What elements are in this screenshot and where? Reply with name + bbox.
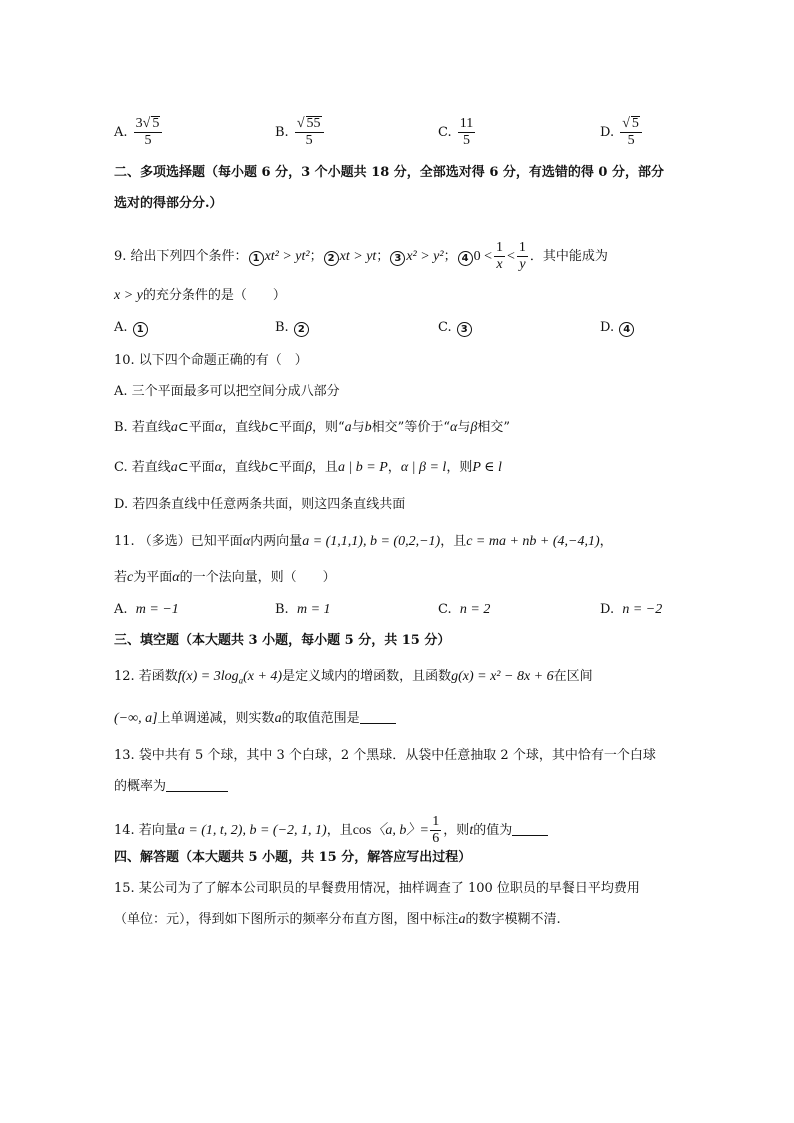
question-10-stem: 10. 以下四个命题正确的有（ ）	[114, 353, 308, 368]
question-12-stem-cont: (−∞, a]上单调递减，则实数a的取值范围是	[114, 709, 396, 729]
circle-3-icon: 3	[457, 322, 472, 337]
circle-1-icon: 1	[249, 251, 264, 266]
question-12-stem: 12. 若函数$f(x) = 3\log_a(x + 4)$是定义域内的增函数，且函数g(x) = x² − 8x + 6在区间	[114, 669, 593, 686]
option-label: D.	[600, 125, 615, 140]
q8-option-b	[275, 116, 326, 149]
fraction: $\frac{√ 5}{5}$	[620, 116, 642, 149]
circle-2-icon: 2	[324, 251, 339, 266]
question-15-stem-cont: （单位：元），得到如下图所示的频率分布直方图，图中标注a的数字模糊不清.	[114, 912, 561, 927]
q8-option-a	[114, 116, 164, 149]
circle-2-icon: 2	[294, 322, 309, 337]
option-label: A.	[114, 125, 128, 140]
fraction: $\frac{11}{5}$	[459, 116, 474, 148]
question-15-stem: 15. 某公司为了了解本公司职员的早餐费用情况，抽样调查了 100 位职员的早餐日平均费用	[114, 881, 640, 896]
answer-blank[interactable]	[512, 823, 548, 836]
fraction: $\frac{√ 55}{5}$	[295, 116, 324, 149]
section-3-heading: 三、填空题（本大题共 3 小题，每小题 5 分，共 15 分）	[114, 633, 451, 648]
question-9-stem: 9. 给出下列四个条件： 1 xt² > yt²； 2 xt > yt； 3 x² > y²； 4 0 < $\frac{1}{x}$ < $\frac{1}{y}$ ．其中能成为	[114, 240, 608, 272]
q8-option-d	[600, 116, 644, 149]
question-9-stem-cont: x > y的充分条件的是（ ）	[114, 288, 286, 303]
q11-option-a: A. m = −1	[114, 602, 179, 617]
q10-option-d: D. 若四条直线中任意两条共面，则这四条直线共面	[114, 497, 406, 512]
circle-4-icon: 4	[619, 322, 634, 337]
question-14-stem: 14. 若向量a = (1, t, 2), b = (−2, 1, 1)，且cos〈a, b〉= $\frac{1}{6}$ ，则t的值为	[114, 814, 548, 847]
q9-option-b: B. 2	[275, 318, 310, 338]
answer-blank[interactable]	[360, 711, 396, 724]
circle-4-icon: 4	[458, 251, 473, 266]
question-11-stem: 11. （多选）已知平面α内两向量a = (1,1,1), b = (0,2,−1)，且c = ma + nb + (4,−4,1)，	[114, 534, 613, 549]
answer-blank[interactable]	[166, 779, 228, 792]
q8-option-c	[438, 116, 477, 149]
q9-option-d: D. 4	[600, 318, 635, 338]
section-2-heading-cont: 选对的得部分分.）	[114, 196, 223, 211]
q9-option-c: C. 3	[438, 318, 473, 338]
question-13-stem: 13. 袋中共有 5 个球，其中 3 个白球，2 个黑球．从袋中任意抽取 2 个球，其中恰有一个白球	[114, 748, 656, 763]
q10-option-c: C. 若直线a⊂平面α，直线b⊂平面β，且a | b = P，α | β = l，则P ∈ l	[114, 460, 502, 475]
q11-option-c: C. n = 2	[438, 602, 491, 617]
circle-1-icon: 1	[133, 322, 148, 337]
q11-option-b: B. m = 1	[275, 602, 331, 617]
q11-option-d: D. n = −2	[600, 602, 663, 617]
question-13-stem-cont: 的概率为	[114, 777, 228, 797]
section-2-heading: 二、多项选择题（每小题 6 分，3 个小题共 18 分，全部选对得 6 分，有选错的得 0 分，部分	[114, 165, 665, 180]
section-4-heading: 四、解答题（本大题共 5 小题，共 15 分，解答应写出过程）	[114, 850, 472, 865]
q10-option-a: A. 三个平面最多可以把空间分成八部分	[114, 384, 340, 399]
q9-option-a: A. 1	[114, 318, 149, 338]
fraction: $\frac{3√ 5}{5}$	[134, 116, 163, 149]
circle-3-icon: 3	[390, 251, 405, 266]
option-label: C.	[438, 125, 452, 140]
option-label: B.	[275, 125, 289, 140]
question-11-stem-cont: 若c为平面α的一个法向量，则（ ）	[114, 570, 336, 585]
q10-option-b: B. 若直线a⊂平面α，直线b⊂平面β，则“a与b相交”等价于“α与β相交”	[114, 420, 510, 435]
